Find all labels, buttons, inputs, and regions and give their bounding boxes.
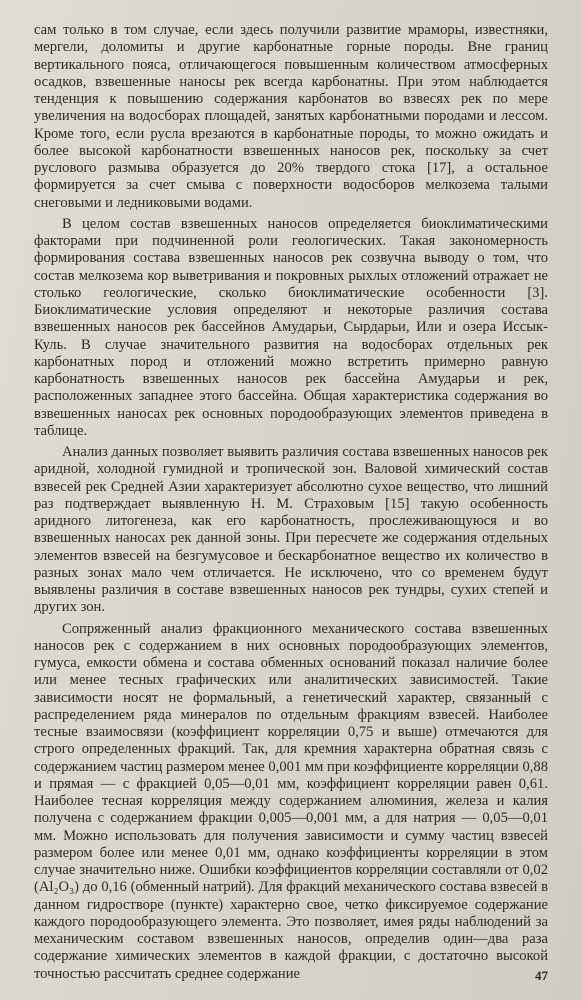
paragraph-3: Анализ данных позволяет выявить различия состава взвешенных наносов рек аридной, холодной гумидной и тропической зон. Валовой химический состав взвесей рек Средней Азии характеризует абсолютно сухое вещество, что лишний раз подтверждает выявленную Н. М. Страховым [15] такую особенность аридного литогенеза, как его карбонатность, прослеживающуюся и во взвешенных наносах рек данной зоны. При пересчете же содержания отдельных элементов взвесей на безгумусовое и бескарбонатное вещество их количество в разных зонах мало чем отличается. Не исключено, что со временем будут выявлены различия в составе взвешенных наносов рек тундры, сухих степей и других зон.: [34, 444, 548, 616]
body-text: [34, 22, 548, 983]
page-number: 47: [535, 968, 548, 983]
paragraph-2: В целом состав взвешенных наносов определяется биоклиматическими факторами при подчиненной роли геологических. Такая закономерность формирования состава взвешенных наносов рек созвучна выводу о том, что состав мелкозема кор выветривания и покровных рыхлых отложений отражает не столько геологические, сколько биоклиматические особенности [3]. Биоклиматические условия определяют и некоторые различия состава взвешенных наносов рек бассейнов Амударьи, Сырдарьи, Или и озера Иссык-Куль. В случае значительного развития на водосборах отдельных рек карбонатных пород и отложений можно встретить примерно равную карбонатность взвешенных наносов рек бассейна Амударьи и рек, расположенных западнее этого бассейна. Общая характеристика содержания во взвешенных наносах рек основных породообразующих элементов приведена в таблице.: [34, 215, 548, 439]
paragraph-1: сам только в том случае, если здесь получили развитие мраморы, известняки, мергели, доломиты и другие карбонатные горные породы. Вне границ вертикального пояса, отличающегося повышенным количеством атмосферных осадков, взвешенные наносы рек всегда карбонатны. При этом наблюдается тенденция к повышению содержания карбонатов во взвесях рек по мере увеличения на водосборах площадей, занятых карбонатными породами и лессом. Кроме того, если русла врезаются в карбонатные породы, то можно ожидать и более высокой карбонатности взвешенных наносов рек, поскольку за счет руслового размыва образуется до 20% твердого стока [17], а остальное формируется за счет смыва с поверхности водосборов мелкозема талыми снеговыми и ледниковыми водами.: [34, 22, 548, 211]
paragraph-4: Сопряженный анализ фракционного механического состава взвешенных наносов рек с содержанием в них основных породообразующих элементов, гумуса, емкости обмена и состава обменных оснований показал наличие более или менее тесных графических или аналитических зависимостей. Такие зависимости носят не формальный, а генетический характер, связанный с распределением ряда минералов по отдельным фракциям взвесей. Наиболее тесные взаимосвязи (коэффициент корреляции 0,75 и выше) отмечаются для строго определенных фракций. Так, для кремния характерна обратная связь с содержанием частиц размером менее 0,001 мм при коэффициенте корреляции 0,88 и прямая — с фракцией 0,05—0,01 мм, коэффициент корреляции равен 0,61. Наиболее тесная корреляция между содержанием алюминия, железа и калия получена с содержанием фракции 0,005—0,001 мм, а для натрия — 0,05—0,01 мм. Можно использовать для получения зависимости и сумму частиц взвесей размером более или менее 0,01 мм, однако коэффициенты корреляции в этом случае значительно ниже. Ошибки коэффициентов корреляции составляли от 0,02 (Al₂O₃) до 0,16 (обменный натрий). Для фракций механического состава взвесей в данном гидростворе (пункте) характерно свое, четко фиксируемое содержание каждого породообразующего элемента. Это позволяет, имея ряды наблюдений за механическим составом взвешенных наносов, определив один—два раза содержание химических элементов в каждой фракции, с достаточно высокой точностью рассчитать среднее содержание: [34, 620, 548, 982]
